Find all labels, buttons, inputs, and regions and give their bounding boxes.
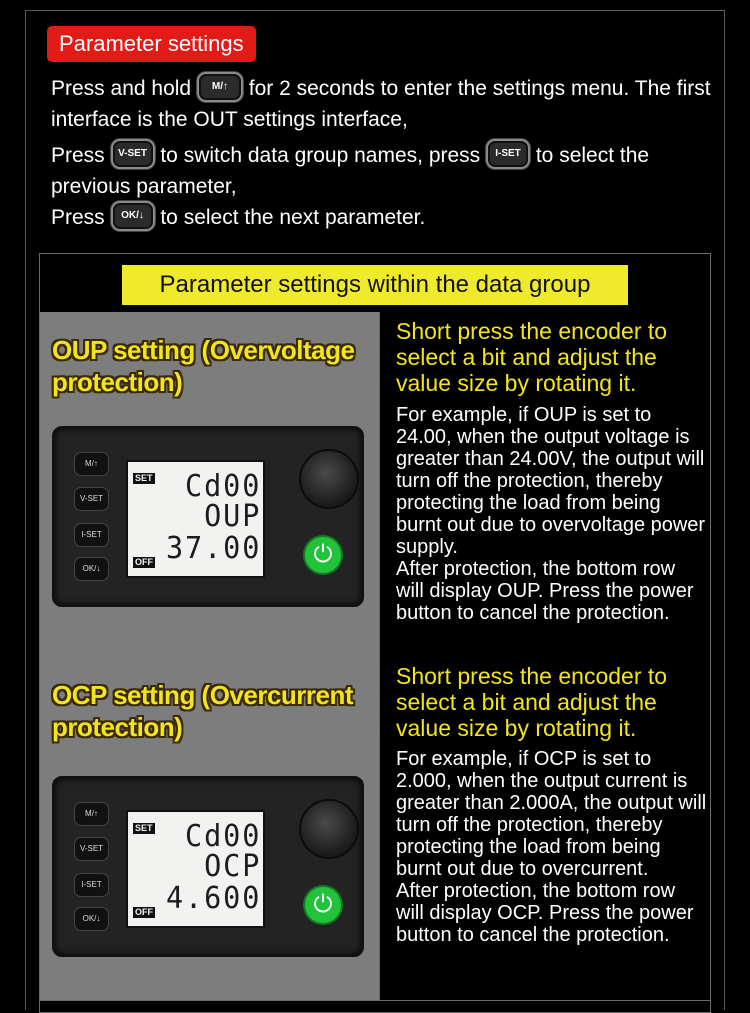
- section-oup-desc-2: After protection, the bottom row will display OUP. Press the power button to cancel the protection.: [396, 558, 694, 624]
- lcd-screen: [126, 810, 265, 928]
- intro-line-3-post: to select the next parameter.: [154, 206, 426, 229]
- lcd-line-2: OUP: [204, 499, 262, 534]
- section-oup-desc-1: For example, if OUP is set to 24.00, when the output voltage is greater than 24.00V, the output will turn off the protection, thereby protecting the load from being burnt out due to overvoltage power supply.: [396, 404, 706, 558]
- lcd-line-1: Cd00: [185, 819, 262, 854]
- intro-text: [51, 73, 721, 233]
- lcd-screen: [126, 460, 265, 578]
- intro-line-1-post: for 2 seconds to enter the settings menu. The first interface is the OUT settings interface,: [51, 77, 711, 131]
- device-illustration: [52, 426, 364, 607]
- device-vset-button: V-SET: [74, 837, 109, 861]
- data-group-box: [39, 253, 711, 1013]
- power-button-icon: ⏻: [305, 537, 341, 573]
- section-ocp-short: Short press the encoder to select a bit and adjust the value size by rotating it.: [396, 663, 668, 741]
- ok-down-button-icon: OK/↓: [111, 201, 155, 231]
- section-oup-short: Short press the encoder to select a bit and adjust the value size by rotating it.: [396, 318, 668, 396]
- m-up-button-icon: M/↑: [197, 72, 243, 102]
- lcd-set-tag: SET: [135, 473, 153, 483]
- device-ok-button: OK/↓: [74, 907, 109, 931]
- intro-line-2-pre: Press: [51, 144, 111, 167]
- device-m-button: M/↑: [74, 802, 109, 826]
- lcd-line-2: OCP: [204, 849, 262, 884]
- section-ocp-image: [40, 655, 380, 1000]
- section-ocp-desc-2: After protection, the bottom row will display OCP. Press the power button to cancel the protection.: [396, 880, 694, 946]
- lcd-line-1: Cd00: [185, 469, 262, 504]
- intro-line-2: [51, 140, 721, 202]
- device-vset-button: V-SET: [74, 487, 109, 511]
- section-oup-desc: [396, 404, 708, 624]
- encoder-knob-icon: [299, 449, 359, 509]
- lcd-set-tag: SET: [135, 823, 153, 833]
- section-oup-text: [380, 312, 710, 655]
- intro-line-2-post: to select the previous parameter,: [51, 144, 650, 198]
- device-iset-button: I-SET: [74, 523, 109, 547]
- group-header: [40, 254, 710, 313]
- device-m-button: M/↑: [74, 452, 109, 476]
- intro-line-3: [51, 202, 721, 233]
- section-ocp-title: OCP setting (Overcurrent protection): [52, 680, 354, 742]
- section-oup: [40, 312, 710, 656]
- power-button-icon: ⏻: [305, 887, 341, 923]
- intro-line-3-pre: Press: [51, 206, 111, 229]
- intro-line-1-pre: Press and hold: [51, 77, 197, 100]
- section-oup-image: [40, 312, 380, 655]
- encoder-knob-icon: [299, 799, 359, 859]
- device-ok-button: OK/↓: [74, 557, 109, 581]
- lcd-off-tag: OFF: [135, 557, 153, 567]
- device-illustration: [52, 776, 364, 957]
- v-set-button-icon: V-SET: [111, 139, 155, 169]
- section-ocp-desc: [396, 748, 708, 946]
- intro-line-1: [51, 73, 721, 135]
- section-ocp: [40, 655, 710, 1001]
- intro-line-2-mid: to switch data group names, press: [154, 144, 487, 167]
- i-set-button-icon: I-SET: [486, 139, 530, 169]
- device-iset-button: I-SET: [74, 873, 109, 897]
- section-ocp-text: [380, 655, 710, 1000]
- lcd-off-tag: OFF: [135, 907, 153, 917]
- section-ocp-desc-1: For example, if OCP is set to 2.000, when the output current is greater than 2.000A, the output will turn off the protection, thereby protecting the load from being burnt out due to overcurrent.: [396, 748, 707, 880]
- lcd-line-3: 4.600: [166, 881, 262, 916]
- page-title: Parameter settings: [47, 26, 256, 62]
- section-oup-title: OUP setting (Overvoltage protection): [52, 335, 355, 397]
- group-title: Parameter settings within the data group: [122, 265, 628, 305]
- lcd-line-3: 37.00: [166, 531, 262, 566]
